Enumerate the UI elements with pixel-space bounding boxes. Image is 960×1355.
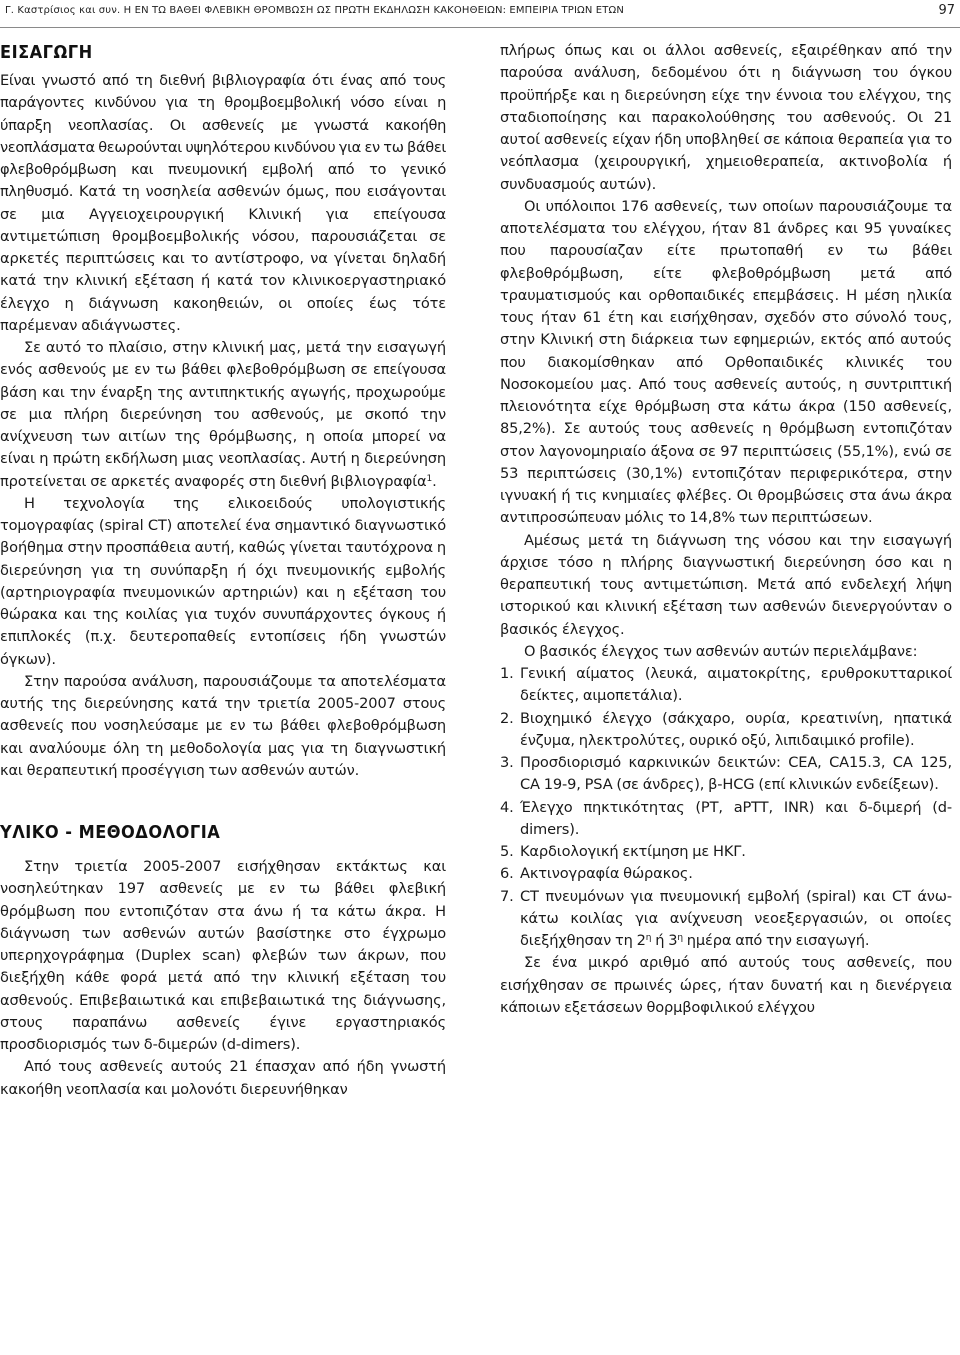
list-item-number: 6. bbox=[500, 865, 514, 883]
methods-paragraph-7: Σε ένα μικρό αριθμό από αυτούς τους ασθενείς, που εισήχθησαν σε πρωινές ώρες, ήταν δυνατή και η διενέργεια κάποιων εξετάσεων θορμβοφιλικού ελέγχου bbox=[500, 954, 952, 1016]
list-item-number: 1. bbox=[500, 665, 514, 682]
list-item-text: Καρδιολογική εκτίμηση με ΗΚΓ. bbox=[520, 843, 746, 860]
list-item bbox=[500, 663, 952, 708]
introduction-heading: ΕΙΣΑΓΩΓΗ bbox=[0, 42, 93, 63]
running-title: Γ. Καστρίσιος και συν. Η ΕΝ ΤΩ ΒΑΘΕΙ ΦΛΕΒΙΚΗ ΘΡΟΜΒΩΣΗ ΩΣ ΠΡΩΤΗ ΕΚΔΗΛΩΣΗ ΚΑΚΟΗΘΕΙΩΝ: ΕΜΠΕΙΡΙΑ ΤΡΙΩΝ ΕΤΩΝ bbox=[5, 5, 624, 16]
page-number: 97 bbox=[938, 3, 955, 18]
list-item-number: 3. bbox=[500, 754, 514, 771]
list-item bbox=[500, 752, 952, 797]
list-item-number: 5. bbox=[500, 843, 514, 860]
list-item bbox=[500, 841, 952, 863]
ordinal-superscript: η bbox=[645, 933, 652, 943]
list-item bbox=[500, 797, 952, 842]
methods-paragraph-2: Από τους ασθενείς αυτούς 21 έπασχαν από ήδη γνωστή κακοήθη νεοπλασία και μολονότι διερευνήθηκαν bbox=[0, 1058, 446, 1098]
intro-paragraph-2-end: . bbox=[432, 472, 437, 490]
ordinal-superscript: η bbox=[677, 933, 683, 943]
intro-paragraph-2 bbox=[0, 337, 446, 493]
intro-paragraph-1-part-b: Κατά τη νοσηλεία ασθενών όμως, που εισάγονται σε μια Αγγειοχειρουργική Κλινική για επείγουσα αντιμετώπιση θρομβοεμβολικής νόσου, παρουσιάζεται σε αρκετές περιπτώσεις και το αντίστροφο, να γίνεται δηλαδή κατά την κλινική εξέταση ή κατά τον κλινικοεργαστηριακό έλεγχο η διάγνωση κακοηθειών, οι οποίες έως τότε παρέμεναν αδιάγνωστες. bbox=[0, 183, 447, 334]
list-item bbox=[500, 886, 952, 953]
right-column bbox=[500, 40, 952, 1019]
list-item-text: Βιοχημικό έλεγχο (σάκχαρο, ουρία, κρεατινίνη, ηπατικά ένζυμα, ηλεκτρολύτες, ουρικό οξύ, λιπιδαιμικό profile). bbox=[520, 709, 952, 749]
list-item-text: Ακτινογραφία θώρακος. bbox=[520, 865, 693, 883]
list-item-text: Γενική αίματος (λευκά, αιματοκρίτης, ερυθροκυτταρικοί δείκτες, αιμοπετάλια). bbox=[520, 665, 952, 705]
list-item-text: CT πνευμόνων για πνευμονική εμβολή (spiral) και CT άνω-κάτω κοιλίας για ανίχνευση νεοεξεργασιών, οι οποίες διεξήχθησαν τη 2 bbox=[520, 887, 952, 949]
intro-paragraph-1 bbox=[0, 70, 446, 337]
list-item bbox=[500, 708, 952, 753]
intro-paragraph-4: Στην παρούσα ανάλυση, παρουσιάζουμε τα αποτελέσματα αυτής της διερεύνησης κατά την τριετία 2005-2007 στους ασθενείς που νοσηλεύσαμε με εν τω βάθει φλεβοθρόμβωση και αναλύουμε όλη τη μεθοδολογία μας για τη διαγνωστική και θεραπευτική προσέγγιση των ασθενών αυτών. bbox=[0, 672, 446, 779]
list-item-text: Προσδιορισμό καρκινικών δεικτών: CEA, CA15.3, CA 125, CA 19-9, PSA (σε άνδρες), β-HCG (επί κλινικών ενδείξεων). bbox=[520, 754, 952, 794]
list-item-number: 4. bbox=[500, 798, 514, 816]
intro-paragraph-2-text: Σε αυτό το πλαίσιο, στην κλινική μας, μετά την εισαγωγή ενός ασθενούς με εν τω βάθει φλεβοθρόμβωση σε επείγουσα βάση και την έναρξη της αντιπηκτικής αγωγής, προχωρούμε σε μια πλήρη διερεύνηση του ασθενούς, με σκοπό την ανίχνευση των αιτίων της θρόμβωσης, η οποία μπορεί να είναι η πρώτη εκδήλωση μιας νεοπλασίας. Αυτή η διερεύνηση προτείνεται σε αρκετές αναφορές στη διεθνή βιβλιογραφία bbox=[0, 339, 446, 490]
citation-1: 1 bbox=[426, 473, 433, 484]
running-header bbox=[0, 0, 960, 28]
left-column bbox=[0, 40, 446, 1101]
list-item-number: 2. bbox=[500, 709, 514, 727]
methods-paragraph-5: Αμέσως μετά τη διάγνωση της νόσου και την εισαγωγή άρχισε τόσο η πλήρης διαγνωστική διερεύνηση όσο και η θεραπευτική τους αντιμετώπιση. Μετά από ενδελεχή λήψη ιστορικού και κλινική εξέταση των ασθενών διενεργούνταν ο βασικός έλεγχος. bbox=[500, 531, 952, 638]
list-item-text-cont: ή 3 bbox=[651, 932, 678, 949]
list-item-text-end: ημέρα από την εισαγωγή. bbox=[682, 932, 870, 949]
intro-paragraph-3: Η τεχνολογία της ελικοειδούς υπολογιστικής τομογραφίας (spiral CT) αποτελεί ένα σημαντικό διαγνωστικό βοήθημα στην προσπάθεια αυτή, καθώς γίνεται ταυτόχρονα η διερεύνηση για τη συνύπαρξη ή όχι πνευμονικής εμβολής (αρτηριογραφία πνευμονικών αρτηριών) και η εξέταση του θώρακα και της κοιλίας για τυχόν συνυπάρχοντες όγκους ή επιπλοκές (π.χ. δευτεροπαθείς εντοπίσεις ήδη γνωστών όγκων). bbox=[0, 494, 446, 668]
baseline-tests-list bbox=[500, 663, 952, 952]
section-spacer bbox=[0, 782, 446, 820]
methods-paragraph-1: Στην τριετία 2005-2007 εισήχθησαν εκτάκτως και νοσηλεύτηκαν 197 ασθενείς με εν τω βάθει φλεβική θρόμβωση που εντοπιζόταν στα άνω ή τα κάτω άκρα. Η διάγνωση των ασθενών αυτών βασίστηκε στο έγχρωμο υπερηχογράφημα (Duplex scan) φλεβών των άκρων, που διεξήχθη κάθε φορά μετά από την κλινική εξέταση του ασθενούς. Επιβεβαιωτικά και επιβεβαιωτικά της διάγνωσης, στους παραπάνω ασθενείς έγινε εργαστηριακός προσδιορισμός των δ-διμερών (d-dimers). bbox=[0, 858, 446, 1053]
list-item-text: Έλεγχο πηκτικότητας (PT, aPTT, INR) και δ-διμερή (d-dimers). bbox=[520, 798, 952, 838]
methods-paragraph-3: πλήρως όπως και οι άλλοι ασθενείς, εξαιρέθηκαν από την παρούσα ανάλυση, δεδομένου ότι η διάγνωση του όγκου προϋπήρξε και η διερεύνηση είχε την έννοια του ελέγχου, της σταδιοποίησης και παρακολούθησης του ασθενούς. Οι 21 αυτοί ασθενείς είχαν ήδη υποβληθεί σε κάποια θεραπεία για το νεόπλασμα (χειρουργική, χημειοθεραπεία, ακτινοβολία ή συνδυασμούς αυτών). bbox=[500, 42, 952, 193]
list-item-number: 7. bbox=[500, 887, 514, 905]
methods-heading: ΥΛΙΚΟ - ΜΕΘΟΔΟΛΟΓΙΑ bbox=[0, 822, 221, 843]
list-item bbox=[500, 863, 952, 885]
intro-paragraph-1-part-a: Είναι γνωστό από τη διεθνή βιβλιογραφία ότι ένας από τους παράγοντες κινδύνου για τη θρομβοεμβολική νόσο είναι η ύπαρξη νεοπλασίας. Οι ασθενείς με γνωστά κακοήθη νεοπλάσματα θεωρούνται υψηλότερου κινδύνου για εν τω βάθει φλεβοθρόμβωση και πνευμονική εμβολή από το γενικό πληθυσμό. bbox=[0, 72, 446, 201]
methods-paragraph-6: Ο βασικός έλεγχος των ασθενών αυτών περιελάμβανε: bbox=[524, 642, 918, 660]
methods-paragraph-4: Οι υπόλοιποι 176 ασθενείς, των οποίων παρουσιάζουμε τα αποτελέσματα του ελέγχου, ήταν 81 άνδρες και 95 γυναίκες που παρουσίαζαν είτε πρωτοπαθή εν τω βάθει φλεβοθρόμβωση, είτε φλεβοθρόμβωση μετά από τραυματισμούς και ορθοπαιδικές επεμβάσεις. Η μέση ηλικία τους ήταν 61 έτη και εισήχθησαν, σχεδόν στο σύνολό τους, στην Κλινική στη διάρκεια των εφημεριών, εκτός από αυτούς που διακομίσθηκαν από Ορθοπαιδικές κλινικές του Νοσοκομείου μας. Από τους ασθενείς αυτούς, η συντριπτική πλειονότητα είχε θρόμβωση στα κάτω άκρα (150 ασθενείς, 85,2%). Σε αυτούς τους ασθενείς η θρόμβωση εντοπιζόταν στον λαγονομηριαίο άξονα σε 97 περιπτώσεις (55,1%), ενώ σε 53 περιπτώσεις (30,1%) εντοπιζόταν περιφερικότερα, στην ιγνυακή ή τις κνημιαίες φλέβες. Οι θρομβώσεις στα άνω άκρα αντιπροσώπευαν μόλις το 14,8% των περιπτώσεων. bbox=[500, 197, 952, 527]
